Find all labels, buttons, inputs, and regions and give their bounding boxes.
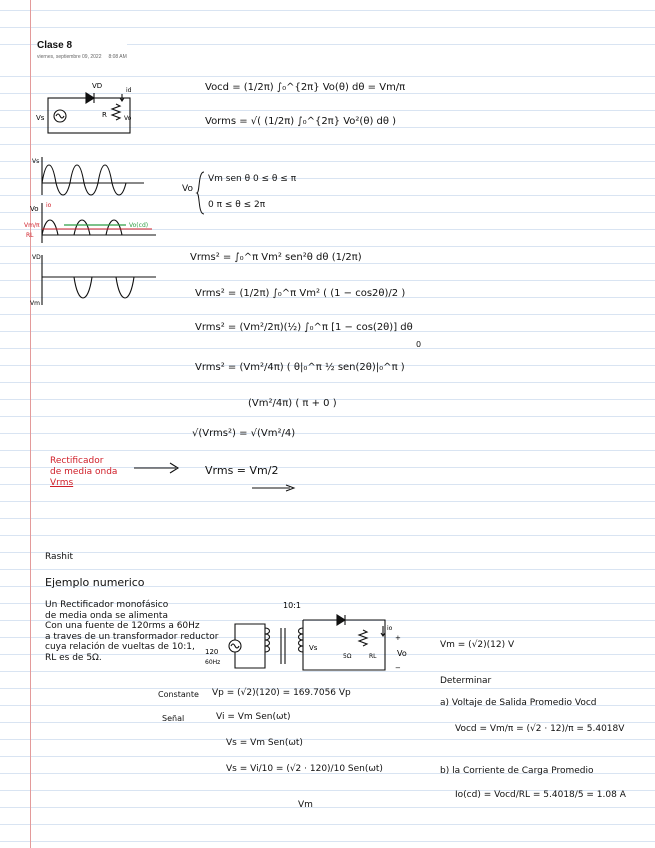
vs-wave-label: Vs [32, 158, 40, 165]
waveforms-diagram [24, 155, 164, 315]
circuit-2-diagram [205, 598, 425, 678]
vs-sine [42, 165, 126, 195]
problem-line-5: cuya relación de vueltas de 10:1, [45, 642, 195, 652]
problem-statement [45, 600, 218, 663]
circuit-2-vs-label: Vs [309, 644, 318, 652]
diode-2-icon [337, 615, 345, 625]
circuit-1-vs-label: Vs [36, 114, 45, 122]
load-resistor-icon [359, 630, 367, 646]
vrms-step-6: √(Vrms²) = √(Vm²/4) [192, 428, 296, 439]
vrms-result: Vrms = Vm/2 [205, 464, 279, 477]
page-title: Clase 8 [37, 40, 73, 51]
circuit-2-rl-label: RL [369, 653, 377, 660]
piecewise-brace [196, 170, 206, 216]
circuit-2-vo-label: Vo [397, 649, 407, 658]
page-timestamp [37, 54, 127, 60]
problem-line-2: de media onda se alimenta [45, 610, 168, 621]
vorms-formula: Vorms = √( (1/2π) ∫₀^{2π} Vo²(θ) dθ ) [205, 116, 397, 127]
senal-label: Señal [162, 714, 185, 723]
secondary-coil-icon [299, 628, 304, 652]
circuit-1-vo-label: Vo [124, 115, 132, 122]
io-wave-label: io [46, 202, 52, 209]
vo-halfwave [42, 220, 138, 235]
vp-equation: Vp = (√2)(120) = 169.7056 Vp [212, 688, 351, 698]
vs-ratio-equation: Vs = Vi/10 = (√2 · 120)/10 Sen(ωt) [226, 764, 383, 774]
minus-sign: − [395, 664, 401, 672]
vd-wave-label: VD [32, 254, 41, 261]
primary-coil-icon [265, 628, 270, 652]
page-time: 8:08 AM [108, 54, 127, 60]
vrms-step-5: (Vm²/4π) ( π + 0 ) [248, 398, 337, 409]
circuit-2-io-label: io [387, 625, 393, 632]
note-arrow [132, 462, 182, 474]
page-date: viernes, septiembre 09, 2022 [37, 54, 102, 60]
turns-ratio-label: 10:1 [283, 601, 301, 610]
problem-line-4: a traves de un transformador reductor [45, 631, 219, 642]
problem-line-3: Con una fuente de 120rms a 60Hz [45, 621, 200, 631]
constante-label: Constante [158, 690, 199, 699]
source-frequency-label: 60Hz [205, 659, 221, 666]
diode-icon [86, 93, 94, 103]
vmean-label: Vm/π [24, 222, 40, 229]
answer-a: Vocd = Vm/π = (√2 · 12)/π = 5.4018V [455, 724, 625, 734]
vo-wave-label: Vo [30, 205, 39, 213]
resistor-icon [112, 104, 120, 120]
determine-title: Determinar [440, 676, 492, 686]
vo-case-1: Vm sen θ 0 ≤ θ ≤ π [208, 174, 297, 184]
answer-b: Io(cd) = Vocd/RL = 5.4018/5 = 1.08 A [455, 790, 626, 800]
vocd-formula: Vocd = (1/2π) ∫₀^{2π} Vo(θ) dθ = Vm/π [205, 82, 406, 93]
circuit-1-id-label: id [126, 87, 132, 94]
vocd-wave-label: Vo(cd) [129, 222, 149, 229]
vm-wave-label: Vm [30, 300, 40, 307]
vo-piecewise-label: Vo [182, 184, 193, 194]
problem-line-1: Un Rectificador monofásico [45, 600, 169, 610]
question-b: b) la Corriente de Carga Promedio [440, 766, 594, 776]
circuit-1-r-label: R [102, 111, 107, 119]
section-heading: Ejemplo numerico [45, 576, 145, 589]
vrms-step-4: Vrms² = (Vm²/4π) ( θ|₀^π ½ sen(2θ)|₀^π ) [195, 362, 405, 373]
vd-wave [42, 277, 134, 298]
resistance-value-label: 5Ω [343, 653, 352, 660]
vd-axes [42, 255, 156, 305]
rectifier-note-line-1: Rectificador [50, 456, 104, 466]
rectifier-note-line-2: de media onda [50, 467, 118, 477]
vs-equation: Vs = Vm Sen(ωt) [226, 738, 303, 748]
vi-equation: Vi = Vm Sen(ωt) [216, 712, 291, 722]
section-label: Rashit [45, 552, 73, 562]
circuit-1-vd-label: VD [92, 82, 103, 90]
problem-line-6: RL es de 5Ω. [45, 652, 102, 663]
rectifier-note-line-3: Vrms [50, 478, 74, 488]
transformer-core-icon [281, 628, 285, 664]
note-header [37, 40, 127, 60]
vm-given: Vm = (√2)(12) V [440, 640, 515, 650]
circuit-1-diagram [36, 80, 136, 140]
vs-axes [42, 157, 144, 195]
plus-sign: + [395, 634, 401, 642]
margin-line [30, 0, 31, 848]
question-a: a) Voltaje de Salida Promedio Vocd [440, 698, 597, 708]
vrms-step-1: Vrms² = ∫₀^π Vm² sen²θ dθ (1/2π) [190, 252, 362, 263]
zero-mark: 0 [416, 340, 422, 349]
source-voltage-label: 120 [205, 648, 219, 656]
vo-case-2: 0 π ≤ θ ≤ 2π [208, 200, 266, 210]
vrms-step-3: Vrms² = (Vm²/2π)(½) ∫₀^π [1 − cos(2θ)] dθ [195, 322, 413, 333]
vrms-step-2: Vrms² = (1/2π) ∫₀^π Vm² ( (1 − cos2θ)/2 ) [195, 288, 406, 299]
rectifier-note [50, 456, 117, 489]
result-underline [250, 484, 300, 492]
rl-wave-label: RL [26, 232, 34, 239]
vm-underbrace-label: Vm [298, 800, 313, 810]
